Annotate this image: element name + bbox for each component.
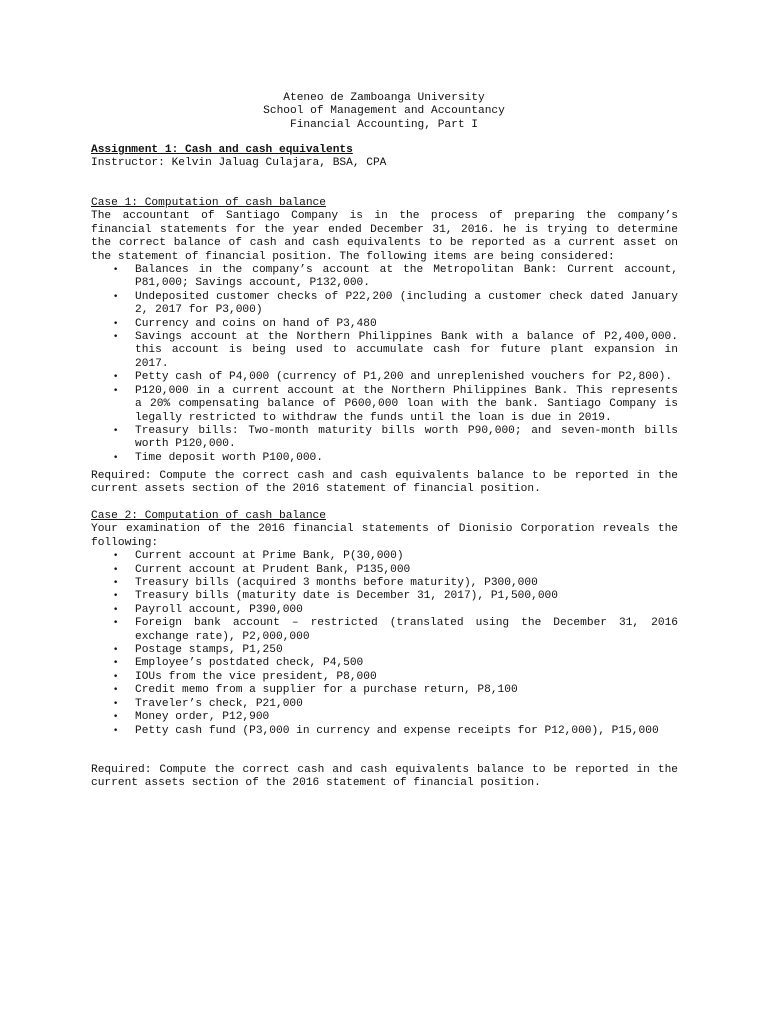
assignment-title: Assignment 1: Cash and cash equivalents [91, 144, 353, 156]
list-item-text: Petty cash of P4,000 (currency of P1,200 and unreplenished vouchers for P2,800). [135, 371, 673, 384]
list-item [91, 725, 678, 738]
list-item [91, 564, 678, 577]
bullet-icon: • [113, 291, 119, 302]
list-item [91, 657, 678, 670]
bullet-icon: • [113, 318, 119, 329]
list-item-text: Time deposit worth P100,000. [135, 451, 323, 464]
list-item-text: Employee’s postdated check, P4,500 [135, 657, 364, 670]
case-2-item-list [91, 550, 678, 738]
list-item-text: Balances in the company’s account at the Metropolitan Bank: Current account, P81,000; Savings account, P132,000. [135, 264, 678, 290]
list-item-text: Currency and coins on hand of P3,480 [135, 317, 377, 330]
bullet-icon: • [113, 618, 119, 629]
bullet-icon: • [113, 604, 119, 615]
bullet-icon: • [113, 712, 119, 723]
list-item [91, 318, 678, 331]
list-item [91, 644, 678, 657]
list-item [91, 698, 678, 711]
bullet-icon: • [113, 425, 119, 436]
case-2-required: Required: Compute the correct cash and cash equivalents balance to be reported in the current assets section of the 2016 statement of financial position. [91, 764, 678, 790]
bullet-icon: • [113, 332, 119, 343]
list-item-text: P120,000 in a current account at the Northern Philippines Bank. This represents a 20% compensating balance of P600,000 loan with the bank. Santiago Company is legally restricted to withdraw the funds until the loan is due in 2019. [135, 384, 678, 424]
list-item [91, 617, 678, 644]
instructor-line: Instructor: Kelvin Jaluag Culajara, BSA, CPA [91, 157, 387, 170]
bullet-icon: • [113, 265, 119, 276]
list-item [91, 604, 678, 617]
bullet-icon: • [113, 591, 119, 602]
case-2-section [91, 510, 678, 738]
list-item-text: Current account at Prime Bank, P(30,000) [135, 550, 404, 563]
list-item [91, 590, 678, 603]
bullet-icon: • [113, 551, 119, 562]
case-1-item-list [91, 264, 678, 465]
list-item [91, 264, 678, 291]
bullet-icon: • [113, 698, 119, 709]
case-1-section [91, 197, 678, 465]
bullet-icon: • [113, 645, 119, 656]
bullet-icon: • [113, 671, 119, 682]
bullet-icon: • [113, 564, 119, 575]
bullet-icon: • [113, 452, 119, 463]
course-name: Financial Accounting, Part I [290, 118, 478, 131]
bullet-icon: • [113, 725, 119, 736]
case-1-heading: Case 1: Computation of cash balance [91, 197, 326, 209]
list-item [91, 291, 678, 318]
list-item [91, 425, 678, 452]
list-item-text: IOUs from the vice president, P8,000 [135, 670, 377, 683]
case-1-intro: The accountant of Santiago Company is in the process of preparing the company’s financial statements for the year ended December 31, 2016. he is trying to determine the correct balance of cash and cash equivalents to be reported as a current asset on the statement of financial position. The following items are being considered: [91, 210, 678, 263]
bullet-icon: • [113, 372, 119, 383]
list-item-text: Postage stamps, P1,250 [135, 644, 283, 657]
list-item [91, 711, 678, 724]
list-item [91, 577, 678, 590]
list-item [91, 385, 678, 425]
list-item-text: Foreign bank account – restricted (translated using the December 31, 2016 exchange rate), P2,000,000 [135, 617, 678, 643]
list-item-text: Savings account at the Northern Philippines Bank with a balance of P2,400,000. this account is being used to accumulate cash for future plant expansion in 2017. [135, 331, 678, 370]
list-item [91, 550, 678, 563]
list-item [91, 331, 678, 371]
list-item-text: Traveler’s check, P21,000 [135, 697, 303, 710]
list-item-text: Money order, P12,900 [135, 711, 270, 724]
list-item-text: Undeposited customer checks of P22,200 (including a customer check dated January 2, 2017 for P3,000) [135, 290, 678, 317]
case-2-intro: Your examination of the 2016 financial statements of Dionisio Corporation reveals the following: [91, 523, 678, 549]
list-item-text: Credit memo from a supplier for a purchase return, P8,100 [135, 684, 518, 697]
list-item [91, 684, 678, 697]
list-item-text: Payroll account, P390,000 [135, 603, 303, 616]
list-item [91, 452, 678, 465]
bullet-icon: • [113, 658, 119, 669]
list-item-text: Treasury bills (maturity date is December 31, 2017), P1,500,000 [135, 590, 558, 603]
list-item-text: Petty cash fund (P3,000 in currency and expense receipts for P12,000), P15,000 [135, 724, 659, 737]
school-name: School of Management and Accountancy [263, 105, 505, 118]
bullet-icon: • [113, 385, 119, 396]
bullet-icon: • [113, 685, 119, 696]
document-header [0, 92, 768, 132]
list-item-text: Treasury bills (acquired 3 months before maturity), P300,000 [135, 577, 538, 590]
list-item [91, 371, 678, 384]
case-1-required: Required: Compute the correct cash and cash equivalents balance to be reported in the current assets section of the 2016 statement of financial position. [91, 470, 678, 496]
bullet-icon: • [113, 578, 119, 589]
list-item [91, 671, 678, 684]
university-name: Ateneo de Zamboanga University [283, 92, 485, 104]
list-item-text: Treasury bills: Two-month maturity bills worth P90,000; and seven-month bills worth P120,000. [135, 424, 678, 451]
list-item-text: Current account at Prudent Bank, P135,000 [135, 563, 411, 576]
case-2-heading: Case 2: Computation of cash balance [91, 510, 326, 522]
assignment-info [91, 144, 678, 171]
